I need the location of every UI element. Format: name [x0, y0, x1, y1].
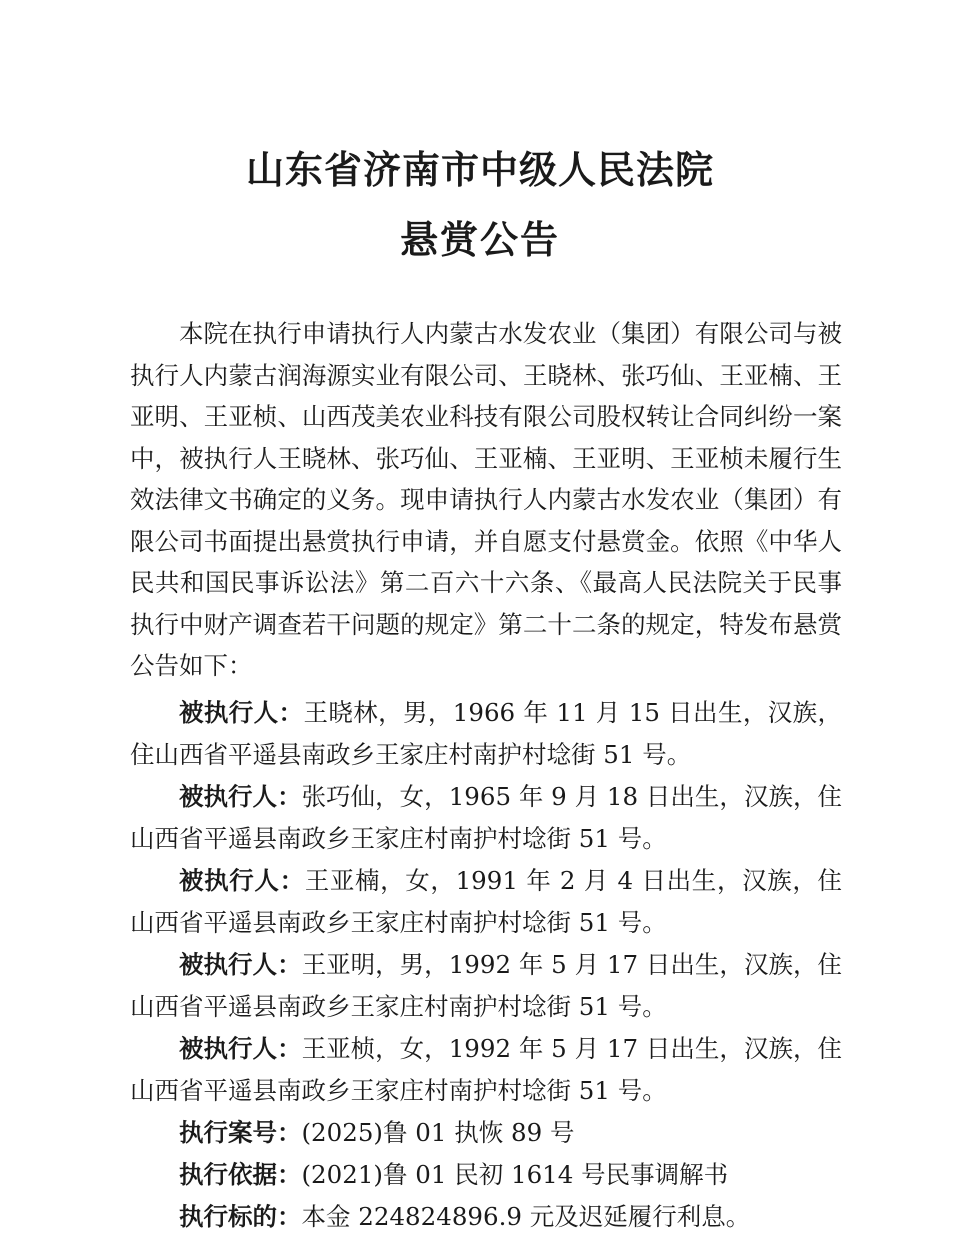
- person-label: 被执行人：: [179, 1034, 302, 1063]
- person-label: 被执行人：: [179, 698, 304, 727]
- enforcement-subject-label: 执行标的：: [179, 1202, 302, 1231]
- person-details: 张巧仙，女，1965 年 9 月 18 日出生，汉族，住山西省平遥县南政乡王家庄村南护村埝街 51 号。: [130, 782, 842, 853]
- person-entry: [130, 1028, 842, 1111]
- enforcement-subject-field: [130, 1196, 842, 1238]
- person-details: 王晓林，男，1966 年 11 月 15 日出生，汉族，住山西省平遥县南政乡王家庄村南护村埝街 51 号。: [130, 698, 843, 769]
- person-details: 王亚桢，女，1992 年 5 月 17 日出生，汉族，住山西省平遥县南政乡王家庄村南护村埝街 51 号。: [130, 1034, 842, 1105]
- notice-title-heading: 悬赏公告: [399, 217, 560, 262]
- enforcement-subject-value: 本金 224824896.9 元及迟延履行利息。: [301, 1202, 751, 1231]
- case-number-value: (2025)鲁 01 执恢 89 号: [301, 1118, 575, 1147]
- court-name-heading: 山东省济南市中级人民法院: [245, 147, 714, 192]
- person-label: 被执行人：: [179, 950, 302, 979]
- enforcement-basis-label: 执行依据：: [179, 1160, 302, 1189]
- person-entry: [130, 860, 842, 943]
- person-entry: [130, 944, 842, 1027]
- enforcement-basis-value: (2021)鲁 01 民初 1614 号民事调解书: [301, 1160, 729, 1189]
- case-number-label: 执行案号：: [179, 1118, 302, 1147]
- person-label: 被执行人：: [179, 782, 302, 811]
- case-number-field: [130, 1112, 842, 1154]
- person-label: 被执行人：: [179, 866, 305, 895]
- person-entry: [130, 776, 842, 859]
- enforcement-basis-field: [130, 1154, 842, 1196]
- intro-paragraph: 本院在执行申请执行人内蒙古水发农业（集团）有限公司与被执行人内蒙古润海源实业有限公司、王晓林、张巧仙、王亚楠、王亚明、王亚桢、山西茂美农业科技有限公司股权转让合同纠纷一案中，被执行人王晓林、张巧仙、王亚楠、王亚明、王亚桢未履行生效法律文书确定的义务。现申请执行人内蒙古水发农业（集团）有限公司书面提出悬赏执行申请，并自愿支付悬赏金。依照《中华人民共和国民事诉讼法》第二百六十六条、《最高人民法院关于民事执行中财产调查若干问题的规定》第二十二条的规定，特发布悬赏公告如下：: [130, 319, 842, 680]
- person-details: 王亚楠，女，1991 年 2 月 4 日出生，汉族，住山西省平遥县南政乡王家庄村南护村埝街 51 号。: [130, 866, 843, 937]
- person-entry: [130, 692, 842, 775]
- person-details: 王亚明，男，1992 年 5 月 17 日出生，汉族，住山西省平遥县南政乡王家庄村南护村埝街 51 号。: [130, 950, 842, 1021]
